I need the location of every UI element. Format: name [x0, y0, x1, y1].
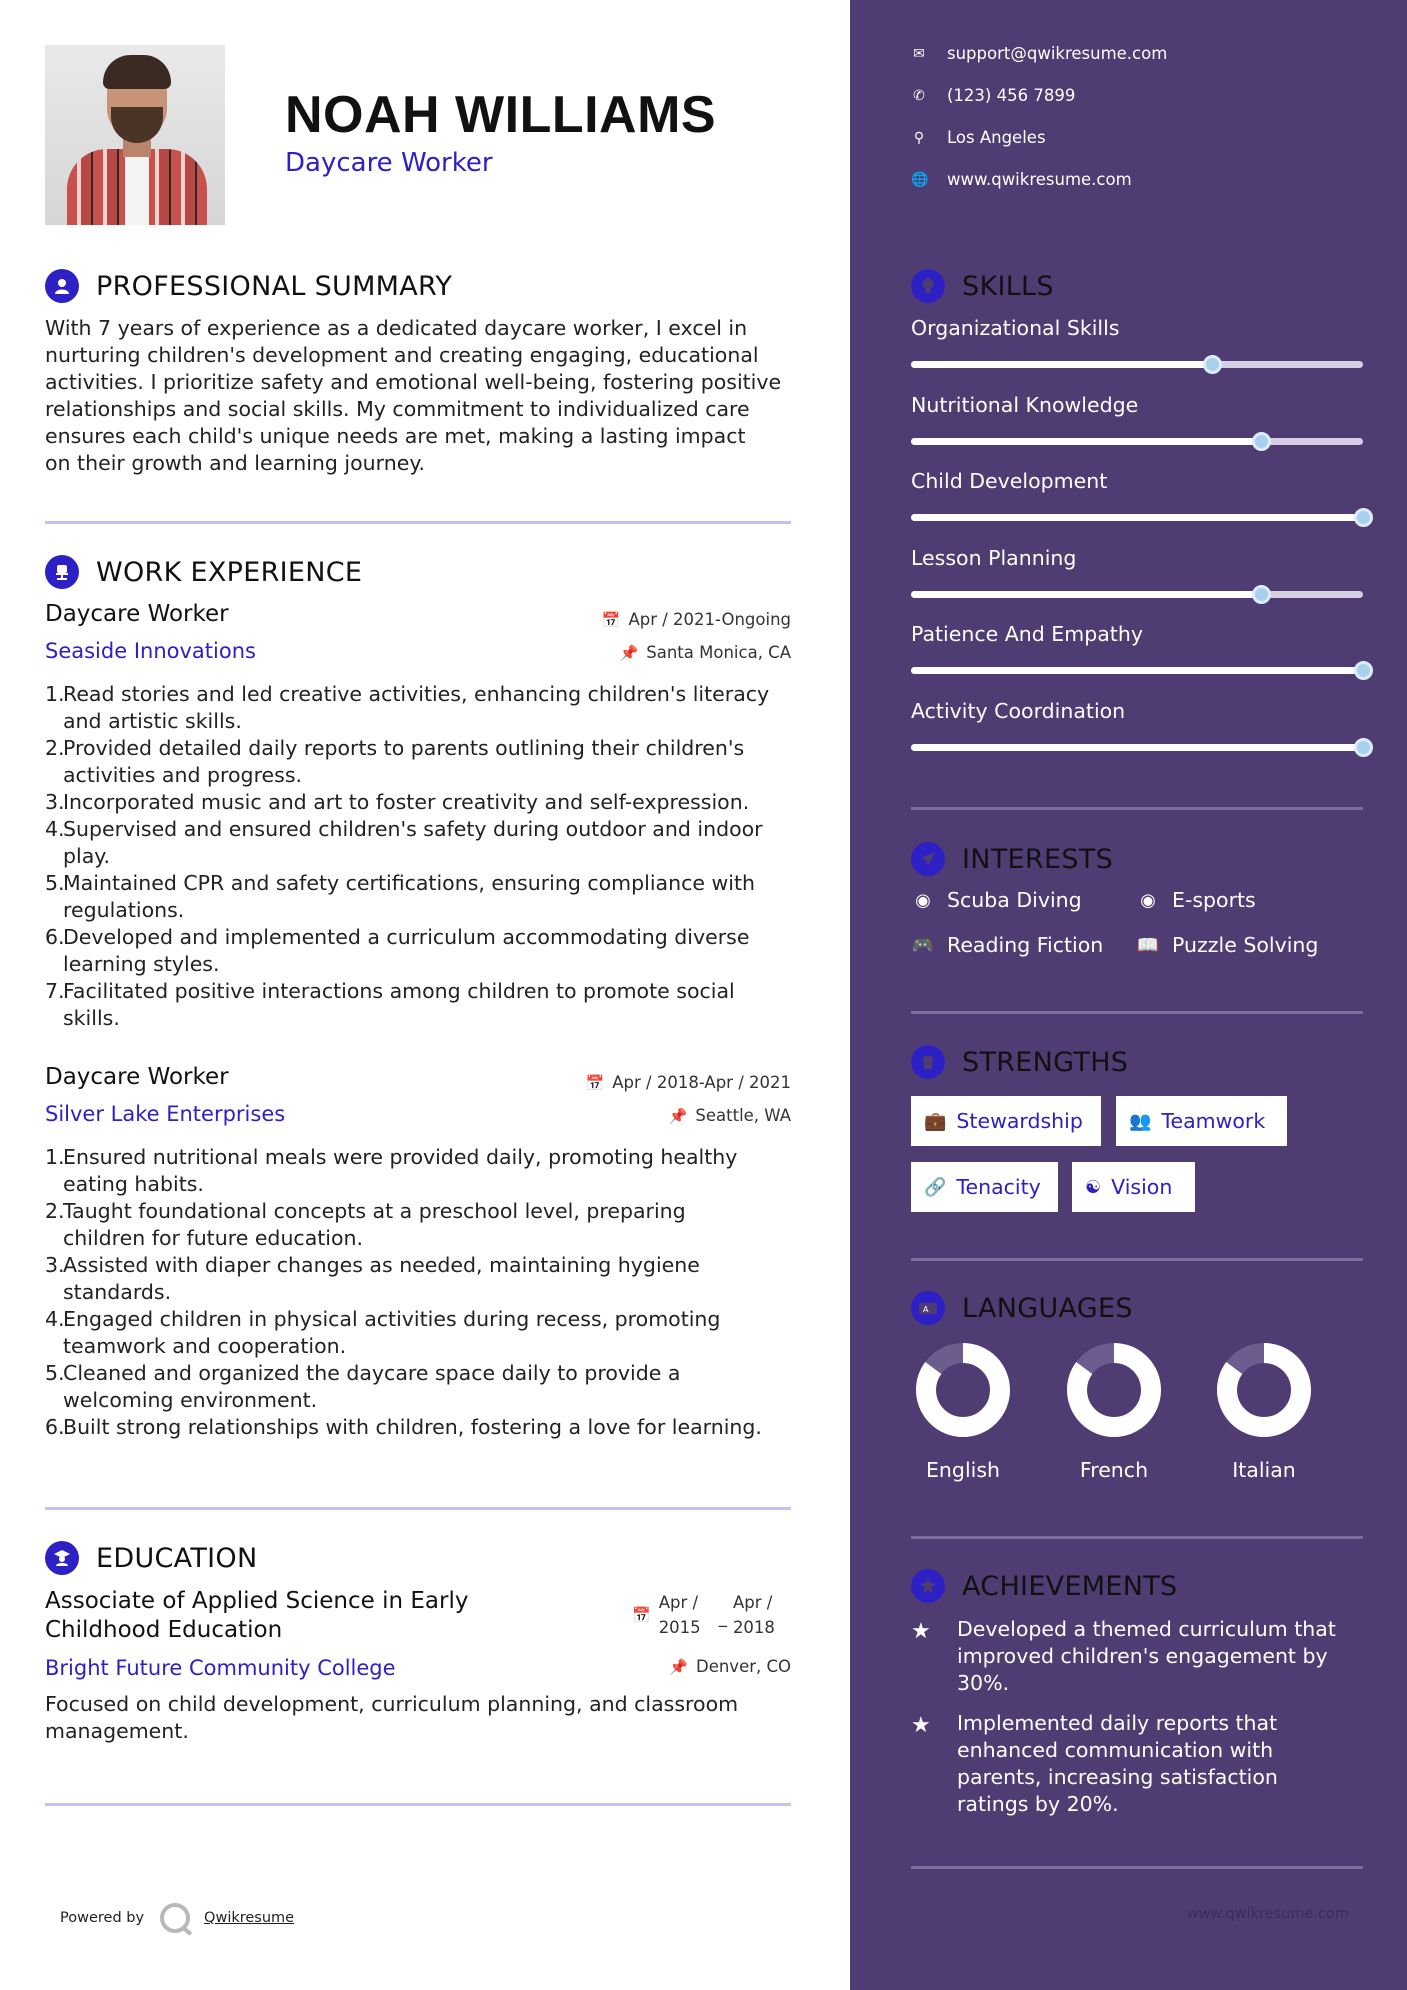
skill-bar-knob [1354, 508, 1373, 527]
contact-phone: ✆ (123) 456 7899 [911, 86, 1075, 105]
skill-bar-fill [911, 591, 1261, 598]
list-item: 5. Cleaned and organized the daycare space daily to provide a welcoming environment. [45, 1361, 681, 1412]
education-desc: Focused on child development, curriculum planning, and classroom management. [45, 1692, 739, 1743]
skill-bar [911, 744, 1363, 751]
languages-heading: A LANGUAGES [911, 1291, 1133, 1325]
briefcase-icon: 💼 [924, 1110, 947, 1132]
list-item: 2. Taught foundational concepts at a preschool level, preparing children for future education. [45, 1199, 686, 1250]
job-date: 📅 Apr / 2021-Ongoing [601, 610, 791, 629]
calendar-icon: 📅 [632, 1606, 651, 1624]
language-name: Italian [1232, 1458, 1296, 1482]
list-item: 4. Engaged children in physical activities during recess, promoting teamwork and cooperation. [45, 1307, 721, 1358]
fist-icon [911, 1045, 945, 1079]
language-name: French [1079, 1458, 1149, 1482]
degree-title: Associate of Applied Science in Early Childhood Education [45, 1588, 469, 1643]
skill-bar-knob [1354, 661, 1373, 680]
candidate-role: Daycare Worker [285, 148, 493, 178]
book-icon: 📖 [1136, 934, 1160, 956]
map-marker-icon: ⚲ [913, 129, 925, 146]
contact-website[interactable]: 🌐 www.qwikresume.com [911, 170, 1132, 189]
paper-plane-icon [911, 842, 945, 876]
list-item: 5. Maintained CPR and safety certifications, ensuring compliance with regulations. [45, 871, 755, 922]
envelope-icon: ✉ [913, 45, 925, 62]
globe-icon: 🌐 [911, 171, 929, 188]
skill-name: Organizational Skills [911, 316, 1120, 340]
summary-text: With 7 years of experience as a dedicated daycare worker, I excel in nurturing children's development and creating engaging, educational activities. I prioritize safety and emotional well-being, fostering positive relationships and social skills. My commitment to individualized care ensures each child's unique needs are met, making a lasting impact on their growth and learning journey. [45, 316, 782, 475]
skills-heading: SKILLS [911, 269, 1054, 303]
interest-item: 🎮 Reading Fiction [911, 933, 1104, 957]
binoculars-icon: ☯ [1085, 1176, 1102, 1198]
list-item: 1. Read stories and led creative activities, enhancing children's literacy and artistic skills. [45, 682, 770, 733]
contact-email[interactable]: ✉ support@qwikresume.com [911, 44, 1167, 63]
phone-icon: ✆ [913, 87, 925, 104]
skill-bar-knob [1203, 355, 1222, 374]
language-name: English [925, 1458, 1001, 1482]
lifebuoy-icon: ◉ [915, 889, 931, 911]
skill-name: Child Development [911, 469, 1108, 493]
skill-bar-fill [911, 667, 1363, 674]
pin-icon: 📌 [669, 1657, 688, 1676]
skill-name: Lesson Planning [911, 546, 1077, 570]
divider [45, 1507, 791, 1510]
interests-heading: INTERESTS [911, 842, 1113, 876]
job-date: 📅 Apr / 2018-Apr / 2021 [585, 1073, 791, 1092]
language-icon [911, 1291, 945, 1325]
summary-heading: PROFESSIONAL SUMMARY [45, 269, 452, 303]
achievements-heading: ACHIEVEMENTS [911, 1569, 1178, 1603]
lifebuoy-icon: ◉ [1140, 889, 1156, 911]
skill-bar-fill [911, 361, 1212, 368]
lightbulb-icon [911, 269, 945, 303]
divider [911, 807, 1363, 810]
list-item: 2. Provided detailed daily reports to parents outlining their children's activities and progress. [45, 736, 745, 787]
profile-photo [45, 45, 225, 225]
divider [911, 1011, 1363, 1014]
language-ring [1062, 1338, 1166, 1442]
powered-by: Powered by Qwikresume [60, 1903, 294, 1933]
job-company: Seaside Innovations [45, 639, 256, 663]
list-item: 6. Developed and implemented a curriculum accommodating diverse learning styles. [45, 925, 750, 976]
job-location: 📌 Santa Monica, CA [619, 643, 791, 662]
skill-name: Activity Coordination [911, 699, 1126, 723]
star-badge-icon [911, 1569, 945, 1603]
interest-item: ◉ E-sports [1136, 888, 1256, 912]
candidate-name: NOAH WILLIAMS [285, 86, 717, 144]
education-date: 📅 Apr / 2015 _ Apr / 2018 [632, 1593, 775, 1637]
job-duties [45, 681, 805, 1032]
skill-bar [911, 591, 1363, 598]
job-title: Daycare Worker [45, 1064, 229, 1090]
skill-name: Nutritional Knowledge [911, 393, 1139, 417]
users-icon: 👥 [1129, 1110, 1152, 1132]
star-icon: ★ [911, 1713, 931, 1738]
experience-heading: WORK EXPERIENCE [45, 555, 362, 589]
education-heading: EDUCATION [45, 1541, 257, 1575]
calendar-icon: 📅 [601, 610, 621, 629]
strength-badge: 🔗 Tenacity [911, 1162, 1058, 1212]
pin-icon: 📌 [668, 1106, 688, 1125]
school-name: Bright Future Community College [45, 1656, 396, 1680]
skill-bar [911, 361, 1363, 368]
chair-icon [45, 555, 79, 589]
graduate-icon [45, 1541, 79, 1575]
skill-bar [911, 667, 1363, 674]
link-icon: 🔗 [924, 1176, 947, 1198]
job-title: Daycare Worker [45, 601, 229, 627]
skill-bar-fill [911, 438, 1261, 445]
divider [911, 1258, 1363, 1261]
skill-bar-fill [911, 514, 1363, 521]
list-item: 4. Supervised and ensured children's safety during outdoor and indoor play. [45, 817, 763, 868]
divider [911, 1866, 1363, 1869]
list-item: 1. Ensured nutritional meals were provided daily, promoting healthy eating habits. [45, 1145, 738, 1196]
skill-bar [911, 438, 1363, 445]
list-item: 3. Assisted with diaper changes as needed, maintaining hygiene standards. [45, 1253, 700, 1304]
interest-item: ◉ Scuba Diving [911, 888, 1082, 912]
skill-name: Patience And Empathy [911, 622, 1143, 646]
list-item: 6. Built strong relationships with children, fostering a love for learning. [45, 1415, 762, 1439]
contact-location: ⚲ Los Angeles [911, 128, 1046, 147]
user-icon [45, 269, 79, 303]
strengths-heading: STRENGTHS [911, 1045, 1128, 1079]
interest-item: 📖 Puzzle Solving [1136, 933, 1319, 957]
brand-link[interactable]: Qwikresume [204, 1910, 295, 1926]
pin-icon: 📌 [619, 643, 639, 662]
strength-badge: 👥 Teamwork [1116, 1096, 1287, 1146]
divider [911, 1536, 1363, 1539]
list-item: 3. Incorporated music and art to foster creativity and self-expression. [45, 790, 750, 814]
list-item: 7. Facilitated positive interactions among children to promote social skills. [45, 979, 735, 1030]
qwikresume-logo-icon [160, 1903, 190, 1933]
footer-url[interactable]: www.qwikresume.com [1186, 1906, 1349, 1922]
job-location: 📌 Seattle, WA [668, 1106, 791, 1125]
divider [45, 521, 791, 524]
language-ring [911, 1338, 1015, 1442]
education-location: 📌 Denver, CO [669, 1657, 791, 1676]
divider [45, 1803, 791, 1806]
calendar-icon: 📅 [585, 1073, 605, 1092]
strength-badge: ☯ Vision [1072, 1162, 1195, 1212]
star-icon: ★ [911, 1619, 931, 1644]
skill-bar-knob [1354, 738, 1373, 757]
gamepad-icon: 🎮 [911, 934, 935, 956]
strength-badge: 💼 Stewardship [911, 1096, 1101, 1146]
svg-text:A: A [923, 1305, 929, 1314]
skill-bar-fill [911, 744, 1363, 751]
language-ring [1212, 1338, 1316, 1442]
skill-bar [911, 514, 1363, 521]
job-company: Silver Lake Enterprises [45, 1102, 286, 1126]
job-duties [45, 1144, 805, 1441]
